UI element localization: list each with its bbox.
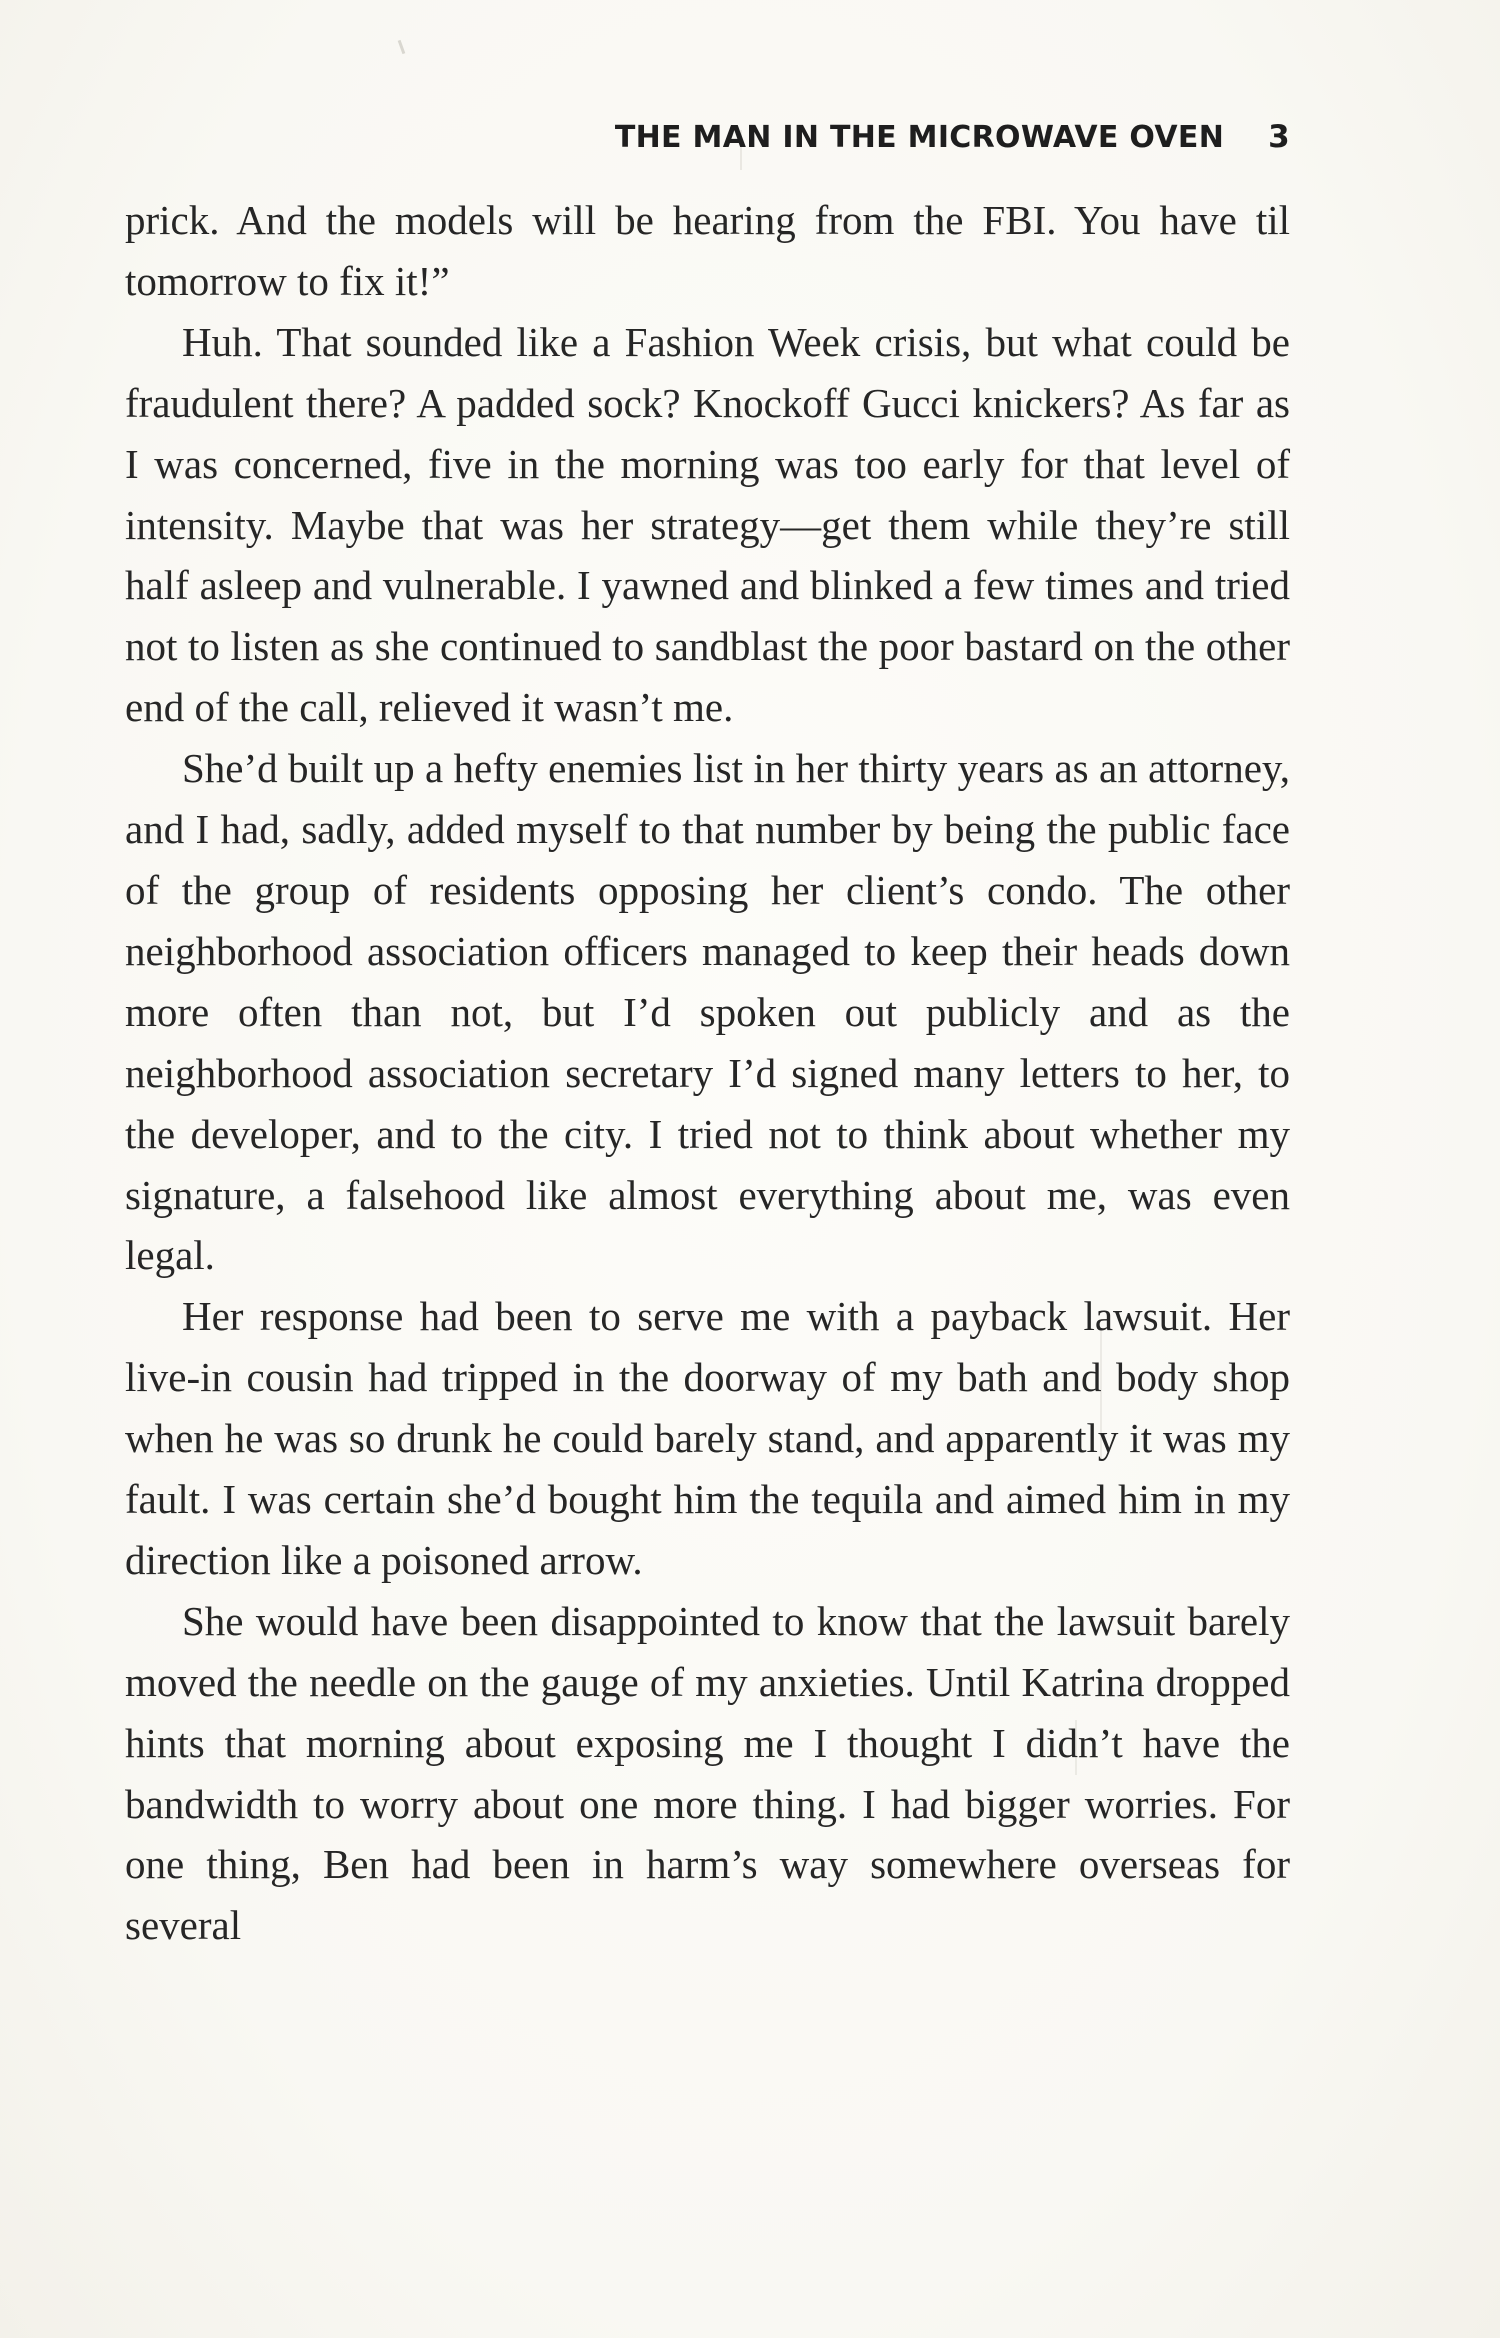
paragraph: Huh. That sounded like a Fashion Week crisis, but what could be fraudulent there? A padded sock? Knockoff Gucci knickers? As far as I was concerned, five in the morning was too early for that level of intensity. Maybe that was her strategy—get them while they’re still half asleep and vulnerable. I yawned and blinked a few times and tried not to listen as she continued to sandblast the poor bastard on the other end of the call, relieved it wasn’t me.	[125, 318, 1290, 731]
running-head	[125, 112, 1290, 162]
scan-speck	[398, 40, 406, 54]
paragraph: She would have been disappointed to know that the lawsuit barely moved the needle on the gauge of my anxieties. Until Katrina dropped hints that morning about exposing me I thought I didn’t have the bandwidth to worry about one more thing. I had bigger worries. For one thing, Ben had been in harm’s way somewhere overseas for several	[125, 1597, 1290, 1949]
paragraph: She’d built up a hefty enemies list in her thirty years as an attorney, and I had, sadly, added myself to that number by being the public face of the group of residents opposing her client’s condo. The other neighborhood association officers managed to keep their heads down more often than not, but I’d spoken out publicly and as the neighborhood association secretary I’d signed many letters to her, to the developer, and to the city. I tried not to think about whether my signature, a falsehood like almost everything about me, was even legal.	[125, 745, 1290, 1279]
paragraph: prick. And the models will be hearing from the FBI. You have til tomorrow to fix it!”	[125, 197, 1290, 304]
body-text	[125, 190, 1290, 1956]
paragraph: Her response had been to serve me with a payback lawsuit. Her live-in cousin had tripped in the doorway of my bath and body shop when he was so drunk he could barely stand, and apparently it was my fault. I was certain she’d bought him the tequila and aimed him in my direction like a poisoned arrow.	[125, 1293, 1290, 1583]
page-number: 3	[1268, 119, 1290, 155]
running-title: THE MAN IN THE MICROWAVE OVEN	[614, 119, 1225, 155]
